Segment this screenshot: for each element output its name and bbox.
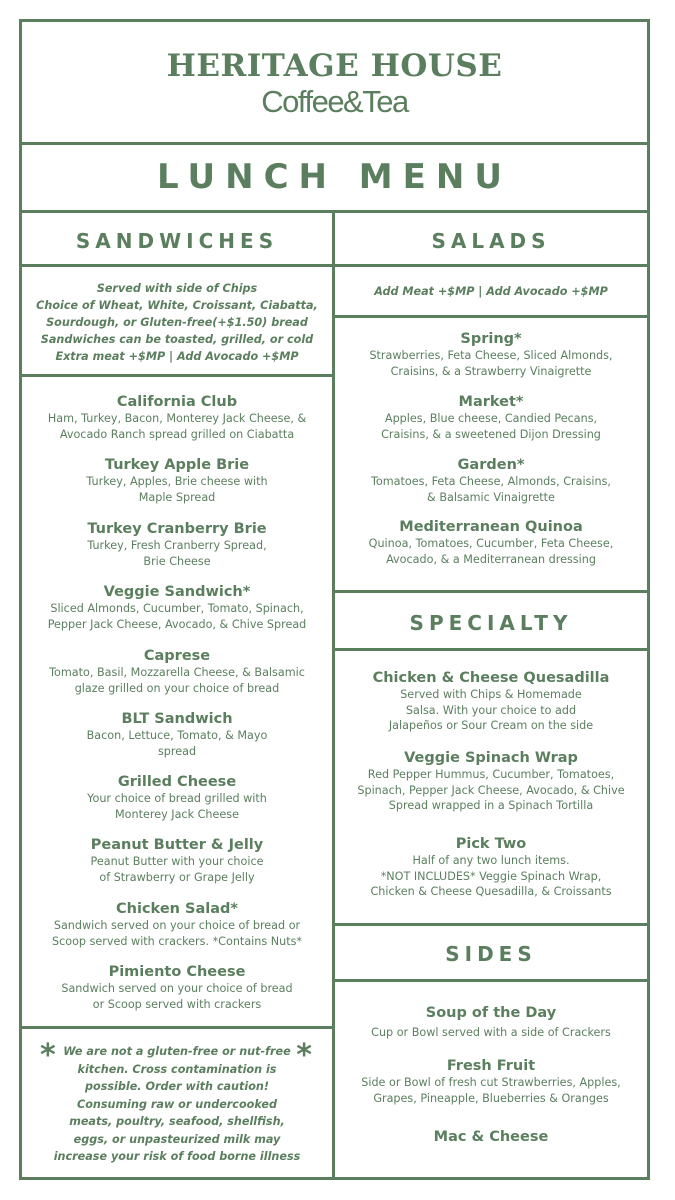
item-name: Peanut Butter & Jelly xyxy=(90,837,264,853)
menu-item xyxy=(22,836,332,885)
disclaimer-line: eggs, or unpasteurized milk may xyxy=(73,1132,281,1146)
disclaimer-line: possible. Order with caution! xyxy=(85,1080,269,1093)
menu-item xyxy=(22,583,332,632)
item-name: Mac & Cheese xyxy=(433,1129,549,1145)
item-desc: Red Pepper Hummus, Cucumber, Tomatoes, xyxy=(367,768,615,781)
salads-heading: SALADS xyxy=(431,229,551,253)
menu-item xyxy=(335,330,647,379)
item-desc: Chicken & Cheese Quesadilla, & Croissants xyxy=(370,885,612,898)
item-name: Soup of the Day xyxy=(425,1005,557,1021)
salads-heading-box xyxy=(332,210,650,267)
item-desc: Avocado Ranch spread grilled on Ciabatta xyxy=(59,427,295,441)
salads-note-box xyxy=(332,264,650,318)
menu-item xyxy=(22,773,332,822)
item-name: Mediterranean Quinoa xyxy=(399,519,583,535)
specialty-list-box xyxy=(332,648,650,926)
item-desc: & Balsamic Vinaigrette xyxy=(427,490,555,504)
item-desc: Sliced Almonds, Cucumber, Tomato, Spinach, xyxy=(50,602,304,615)
item-desc: Turkey, Fresh Cranberry Spread, xyxy=(87,539,267,552)
sandwiches-note-box xyxy=(19,264,335,377)
item-name: Fresh Fruit xyxy=(446,1058,536,1074)
disclaimer-line: We are not a gluten-free or nut-free xyxy=(63,1045,291,1058)
item-name: Pimiento Cheese xyxy=(108,964,246,980)
item-desc: Maple Spread xyxy=(138,490,216,504)
item-desc: Peanut Butter with your choice xyxy=(90,855,264,868)
disclaimer-line: kitchen. Cross contamination is xyxy=(77,1062,277,1076)
item-desc: Your choice of bread grilled with xyxy=(87,792,267,805)
menu-item xyxy=(335,1004,647,1041)
note-line: Extra meat +$MP | Add Avocado +$MP xyxy=(55,350,299,363)
note-line: Sandwiches can be toasted, grilled, or cold xyxy=(40,333,314,346)
item-desc: spread xyxy=(157,744,197,758)
item-name: Pick Two xyxy=(455,836,527,852)
asterisk-icon: * xyxy=(296,1038,312,1073)
item-desc: Grapes, Pineapple, Blueberries & Oranges xyxy=(373,1091,609,1105)
item-name: Spring* xyxy=(460,331,522,347)
menu-item xyxy=(22,963,332,1012)
item-desc: Avocado, & a Mediterranean dressing xyxy=(386,552,596,566)
item-desc: Ham, Turkey, Bacon, Monterey Jack Cheese, & xyxy=(47,412,307,425)
specialty-heading-box xyxy=(332,590,650,651)
disclaimer-text xyxy=(22,1038,332,1166)
item-desc: of Strawberry or Grape Jelly xyxy=(99,870,255,884)
menu-item xyxy=(22,647,332,696)
item-desc: Brie Cheese xyxy=(143,554,211,568)
disclaimer-line: meats, poultry, seafood, shellfish, xyxy=(69,1115,285,1128)
note-line: Sourdough, or Gluten-free(+$1.50) bread xyxy=(46,316,308,329)
item-desc: Spread wrapped in a Spinach Tortilla xyxy=(388,799,594,812)
salads-note: Add Meat +$MP | Add Avocado +$MP xyxy=(374,285,608,298)
item-desc: Cup or Bowl served with a side of Crackers xyxy=(371,1026,611,1039)
salads-list-box xyxy=(332,315,650,593)
item-desc: Quinoa, Tomatoes, Cucumber, Feta Cheese, xyxy=(368,537,614,550)
item-name: Garden* xyxy=(457,457,525,473)
item-desc: Turkey, Apples, Brie cheese with xyxy=(86,475,268,488)
item-desc: Spinach, Pepper Jack Cheese, Avocado, & Chive xyxy=(357,783,625,797)
menu-item xyxy=(335,456,647,505)
item-desc: Monterey Jack Cheese xyxy=(115,807,239,821)
item-desc: Scoop served with crackers. *Contains Nuts* xyxy=(51,934,303,948)
item-desc: Half of any two lunch items. xyxy=(412,854,570,867)
item-desc: Craisins, & a Strawberry Vinaigrette xyxy=(390,364,592,378)
menu-item xyxy=(335,669,647,734)
item-name: California Club xyxy=(116,394,238,410)
item-name: Turkey Cranberry Brie xyxy=(87,521,267,537)
sides-list-box xyxy=(332,979,650,1180)
menu-item xyxy=(22,456,332,505)
asterisk-icon: * xyxy=(40,1038,56,1073)
item-desc: Pepper Jack Cheese, Avocado, & Chive Spread xyxy=(47,617,307,631)
item-desc: or Scoop served with crackers xyxy=(92,997,262,1011)
item-name: Veggie Spinach Wrap xyxy=(404,750,578,766)
item-desc: Craisins, & a sweetened Dijon Dressing xyxy=(381,427,601,441)
item-desc: Side or Bowl of fresh cut Strawberries, Apples, xyxy=(361,1076,621,1089)
menu-title-box xyxy=(19,142,650,213)
item-desc: Served with Chips & Homemade xyxy=(400,688,582,701)
menu-item xyxy=(335,518,647,567)
item-desc: Apples, Blue cheese, Candied Pecans, xyxy=(384,412,598,425)
brand-name: HERITAGE HOUSE xyxy=(166,48,503,84)
item-desc: Salsa. With your choice to add xyxy=(405,703,577,717)
item-name: Turkey Apple Brie xyxy=(104,457,250,473)
sandwiches-heading: SANDWICHES xyxy=(75,229,279,253)
disclaimer-line: Consuming raw or undercooked xyxy=(77,1097,277,1111)
menu-item xyxy=(335,1057,647,1106)
sandwiches-list-box xyxy=(19,374,335,1029)
sandwiches-note xyxy=(22,280,332,365)
disclaimer-box xyxy=(19,1026,335,1180)
disclaimer-line: increase your risk of food borne illness xyxy=(53,1150,301,1163)
menu-item xyxy=(22,900,332,949)
note-line: Served with side of Chips xyxy=(96,282,258,295)
menu-item xyxy=(22,710,332,759)
item-name: Grilled Cheese xyxy=(117,774,237,790)
item-name: Market* xyxy=(458,394,524,410)
item-desc: Bacon, Lettuce, Tomato, & Mayo xyxy=(86,729,268,742)
specialty-heading: SPECIALTY xyxy=(409,611,573,635)
item-desc: Sandwich served on your choice of bread or xyxy=(53,919,301,932)
sides-heading: SIDES xyxy=(445,942,537,966)
menu-item xyxy=(22,393,332,442)
item-desc: Tomatoes, Feta Cheese, Almonds, Craisins, xyxy=(370,475,611,488)
note-line: Choice of Wheat, White, Croissant, Ciabatta, xyxy=(36,299,318,312)
item-desc: glaze grilled on your choice of bread xyxy=(74,681,280,695)
item-name: Veggie Sandwich* xyxy=(103,584,251,600)
item-desc: Strawberries, Feta Cheese, Sliced Almonds, xyxy=(369,349,613,362)
item-desc: Tomato, Basil, Mozzarella Cheese, & Balsamic xyxy=(49,666,305,679)
sandwiches-heading-box xyxy=(19,210,335,267)
item-name: Caprese xyxy=(143,648,211,664)
page-title: LUNCH MENU xyxy=(157,157,512,197)
menu-item xyxy=(335,393,647,442)
brand-header xyxy=(19,19,650,145)
sides-heading-box xyxy=(332,923,650,982)
brand-subname: Coffee&Tea xyxy=(261,84,408,119)
item-desc: *NOT INCLUDES* Veggie Spinach Wrap, xyxy=(380,869,602,883)
menu-item xyxy=(335,1128,647,1146)
menu-item xyxy=(22,520,332,569)
item-name: Chicken Salad* xyxy=(116,901,238,917)
item-desc: Sandwich served on your choice of bread xyxy=(61,982,293,995)
item-name: BLT Sandwich xyxy=(121,711,233,727)
item-name: Chicken & Cheese Quesadilla xyxy=(372,670,610,686)
menu-item xyxy=(335,835,647,900)
menu-item xyxy=(335,749,647,814)
item-desc: Jalapeños or Sour Cream on the side xyxy=(388,719,594,732)
